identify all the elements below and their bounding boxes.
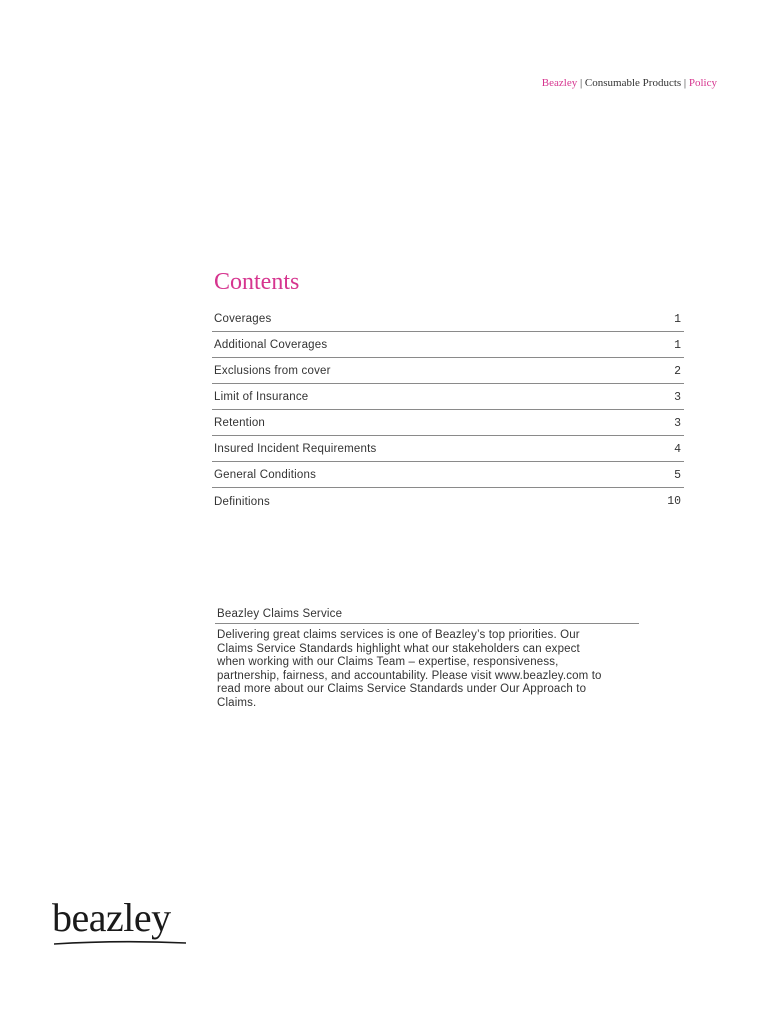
claims-service-title: Beazley Claims Service [215,608,639,624]
toc-item-label: Retention [214,417,266,429]
claims-body-line: read more about our Claims Service Standards under Our Approach to [217,683,587,696]
toc-item-limit-of-insurance[interactable] [212,385,684,410]
claims-service-box [215,608,639,711]
logo-swoosh-icon [54,940,186,946]
claims-body-line: Claims Service Standards highlight what our stakeholders can expect [217,642,580,655]
toc-item-label: General Conditions [214,469,317,481]
claims-body-line: Delivering great claims services is one of Beazley’s top priorities. Our [217,629,580,641]
toc-item-label: Definitions [214,495,270,508]
toc-item-label: Exclusions from cover [214,365,331,377]
toc-item-exclusions[interactable] [212,359,684,384]
toc-item-page: 5 [674,468,681,482]
toc-item-page: 1 [674,312,681,326]
toc-item-retention[interactable] [212,411,684,436]
claims-body-line: Claims. [217,696,257,709]
toc-item-page: 2 [674,364,681,378]
running-header [542,77,717,89]
toc-item-page: 4 [674,442,681,456]
toc-item-label: Insured Incident Requirements [214,443,377,455]
toc-item-label: Limit of Insurance [214,391,309,403]
toc-item-definitions[interactable] [212,489,684,514]
toc-item-label: Additional Coverages [214,339,328,351]
toc-item-general-conditions[interactable] [212,463,684,488]
beazley-logo [52,895,192,952]
contents-title: Contents [214,269,300,295]
header-doc-type: Policy [688,77,717,89]
toc-item-additional-coverages[interactable] [212,333,684,358]
header-separator: | [579,77,583,89]
toc-item-coverages[interactable] [212,307,684,332]
toc-item-label: Coverages [214,313,272,325]
header-separator: | [683,77,687,89]
toc-item-insured-incident-requirements[interactable] [212,437,684,462]
toc-item-page: 10 [667,495,681,508]
claims-service-body [215,624,639,711]
header-product: Consumable Products [584,77,682,89]
claims-body-line: when working with our Claims Team – expertise, responsiveness, [217,656,559,669]
table-of-contents [212,265,684,515]
toc-item-page: 1 [674,338,681,352]
logo-wordmark: beazley [52,895,171,940]
toc-item-page: 3 [674,416,681,430]
header-brand: Beazley [541,77,578,89]
toc-item-page: 3 [674,390,681,404]
claims-body-line: partnership, fairness, and accountability. Please visit www.beazley.com to [217,669,602,682]
